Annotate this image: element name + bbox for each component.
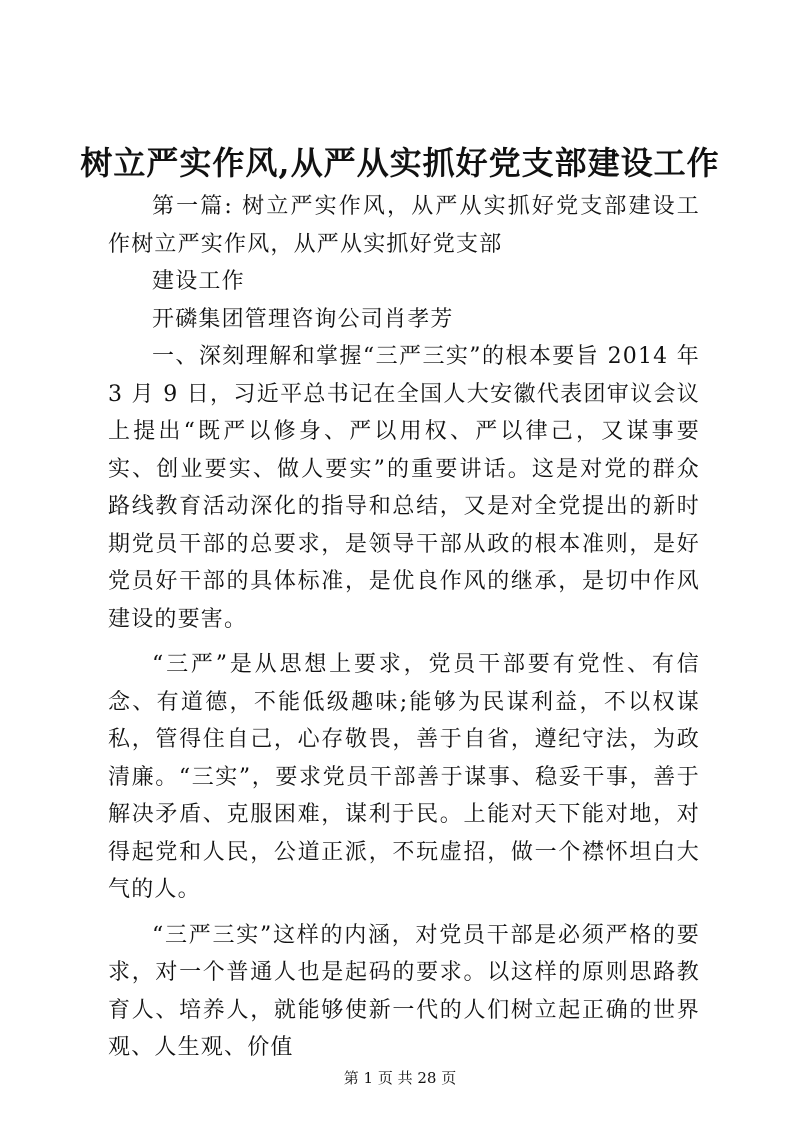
paragraph-section-1: 一、深刻理解和掌握“三严三实”的根本要旨 2014 年 3 月 9 日，习近平总书记在全国人大安徽代表团审议会议上提出“既严以修身、严以用权、严以律己，又谋事要实、创业要实、做人要实”的重要讲话。这是对党的群众路线教育活动深化的指导和总结，又是对全党提出的新时期党员干部的总要求，是领导干部从政的根本准则，是好党员好干部的具体标准，是优良作风的继承，是切中作风建设的要害。 <box>108 344 700 632</box>
document-title: 树立严实作风,从严从实抓好党支部建设工作 <box>80 144 720 182</box>
paragraph-subtitle: 建设工作 <box>152 269 245 294</box>
document-body <box>108 188 700 1067</box>
paragraph-three-strict: “三严”是从思想上要求，党员干部要有党性、有信念、有道德，不能低级趣味;能够为民谋利益，不以权谋私，管得住自己，心存敬畏，善于自省，遵纪守法，为政清廉。“三实”，要求党员干部善于谋事、稳妥干事，善于解决矛盾、克服困难，谋利于民。上能对天下能对地，对得起党和人民，公道正派，不玩虚招，做一个襟怀坦白大气的人。 <box>108 652 700 902</box>
page-number-footer: 第 1 页 共 28 页 <box>343 1069 457 1087</box>
paragraph-intro: 第一篇: 树立严实作风，从严从实抓好党支部建设工作树立严实作风，从严从实抓好党支部 <box>108 194 700 257</box>
paragraph-author: 开磷集团管理咨询公司肖孝芳 <box>152 306 454 332</box>
paragraph-three-strict-three-solid: “三严三实”这样的内涵，对党员干部是必须严格的要求，对一个普通人也是起码的要求。以这样的原则思路教育人、培养人，就能够使新一代的人们树立起正确的世界观、人生观、价值 <box>108 922 700 1060</box>
